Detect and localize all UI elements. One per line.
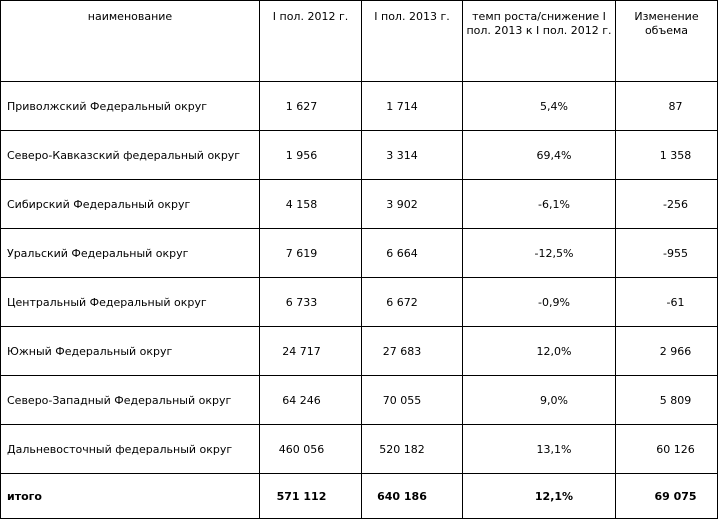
total-name: итого — [1, 474, 260, 519]
total-2012: 571 112 — [260, 474, 362, 519]
cell-2012: 7 619 — [260, 229, 362, 278]
cell-rate: -12,5% — [463, 229, 616, 278]
table-row — [1, 327, 718, 376]
cell-name: Сибирский Федеральный округ — [1, 180, 260, 229]
total-row — [1, 474, 718, 519]
cell-delta: -955 — [616, 229, 718, 278]
cell-rate: -0,9% — [463, 278, 616, 327]
table-row — [1, 229, 718, 278]
cell-2013: 520 182 — [362, 425, 463, 474]
cell-delta: 87 — [616, 82, 718, 131]
cell-delta: 60 126 — [616, 425, 718, 474]
cell-2013: 6 672 — [362, 278, 463, 327]
cell-2012: 1 627 — [260, 82, 362, 131]
cell-name: Центральный Федеральный округ — [1, 278, 260, 327]
total-delta: 69 075 — [616, 474, 718, 519]
cell-2013: 6 664 — [362, 229, 463, 278]
cell-delta: 1 358 — [616, 131, 718, 180]
cell-rate: 9,0% — [463, 376, 616, 425]
cell-rate: 69,4% — [463, 131, 616, 180]
header-2012: I пол. 2012 г. — [260, 1, 362, 82]
cell-2013: 27 683 — [362, 327, 463, 376]
cell-delta: 5 809 — [616, 376, 718, 425]
table-row — [1, 131, 718, 180]
table-row — [1, 425, 718, 474]
cell-name: Уральский Федеральный округ — [1, 229, 260, 278]
cell-2013: 70 055 — [362, 376, 463, 425]
total-rate: 12,1% — [463, 474, 616, 519]
cell-2012: 4 158 — [260, 180, 362, 229]
cell-rate: 13,1% — [463, 425, 616, 474]
cell-2012: 24 717 — [260, 327, 362, 376]
cell-2012: 64 246 — [260, 376, 362, 425]
cell-name: Южный Федеральный округ — [1, 327, 260, 376]
header-delta: Изменение объема — [616, 1, 718, 82]
cell-delta: 2 966 — [616, 327, 718, 376]
cell-rate: 12,0% — [463, 327, 616, 376]
cell-2012: 6 733 — [260, 278, 362, 327]
table-row — [1, 180, 718, 229]
cell-name: Северо-Западный Федеральный округ — [1, 376, 260, 425]
cell-2013: 3 314 — [362, 131, 463, 180]
cell-name: Северо-Кавказский федеральный округ — [1, 131, 260, 180]
cell-2012: 1 956 — [260, 131, 362, 180]
cell-delta: -61 — [616, 278, 718, 327]
header-2013: I пол. 2013 г. — [362, 1, 463, 82]
cell-name: Приволжский Федеральный округ — [1, 82, 260, 131]
table-row — [1, 82, 718, 131]
header-name: наименование — [1, 1, 260, 82]
table-row — [1, 278, 718, 327]
cell-rate: -6,1% — [463, 180, 616, 229]
cell-delta: -256 — [616, 180, 718, 229]
cell-rate: 5,4% — [463, 82, 616, 131]
header-rate: темп роста/снижение I пол. 2013 к I пол. 2012 г. — [463, 1, 616, 82]
cell-2012: 460 056 — [260, 425, 362, 474]
cell-name: Дальневосточный федеральный округ — [1, 425, 260, 474]
cell-2013: 3 902 — [362, 180, 463, 229]
header-row — [1, 1, 718, 82]
table-row — [1, 376, 718, 425]
total-2013: 640 186 — [362, 474, 463, 519]
cell-2013: 1 714 — [362, 82, 463, 131]
